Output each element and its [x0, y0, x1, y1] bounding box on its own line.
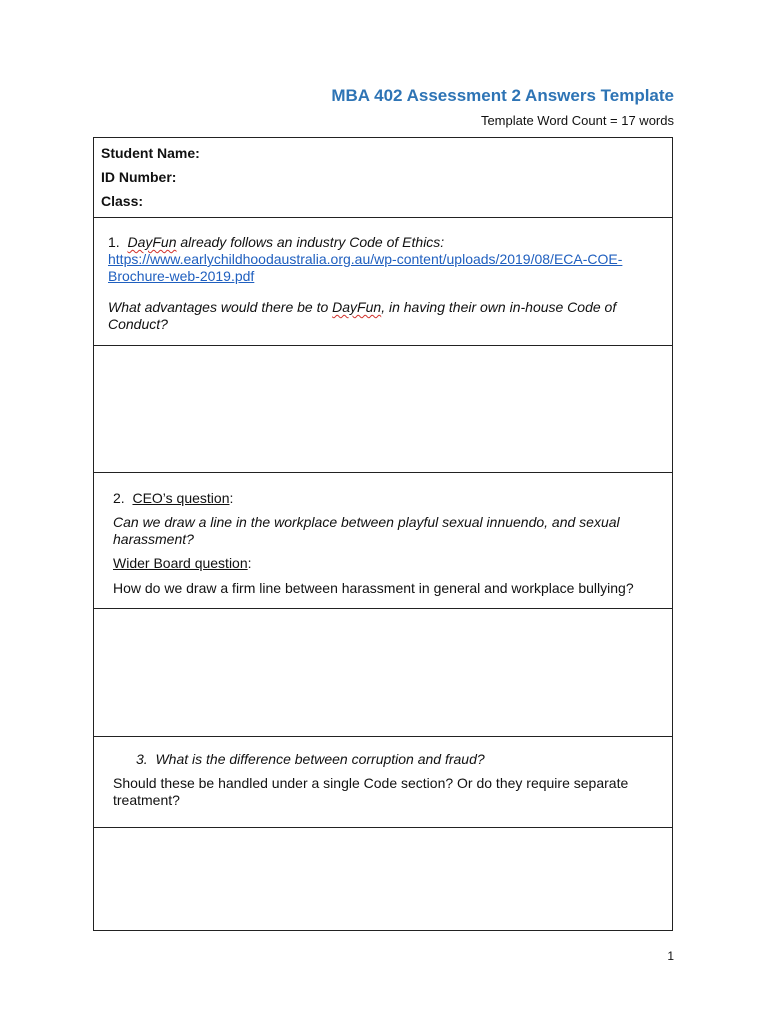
question-3-text: What is the difference between corruption and fraud?	[155, 751, 485, 767]
question-1-cell	[94, 218, 672, 346]
ceo-question-line2: harassment?	[113, 531, 194, 547]
wider-board-heading	[113, 555, 252, 572]
colon: :	[229, 490, 234, 506]
document-title: MBA 402 Assessment 2 Answers Template	[331, 86, 674, 105]
question-3-number: 3.	[136, 751, 148, 767]
student-name-label: Student Name:	[101, 145, 200, 161]
question-1-text-start: What advantages would there be to	[108, 299, 333, 315]
student-info-cell	[94, 138, 672, 218]
question-3-cell	[94, 737, 672, 828]
question-1-text-end: , in having their own in-house Code of	[381, 299, 617, 315]
question-2-number: 2.	[113, 490, 125, 506]
question-3-subtext-line1: Should these be handled under a single Code section? Or do they require separate	[113, 775, 629, 791]
company-name: DayFun	[332, 299, 382, 315]
question-1-text	[108, 299, 616, 316]
ceo-question-label: CEO’s question	[132, 490, 230, 506]
question-3-subtext-line2: treatment?	[113, 792, 180, 808]
question-1-text-line2: Conduct?	[108, 316, 168, 332]
wider-board-question: How do we draw a firm line between harassment in general and workplace bullying?	[113, 580, 634, 596]
code-of-ethics-link-line2[interactable]: Brochure-web-2019.pdf	[108, 268, 255, 284]
answers-table	[93, 137, 673, 931]
ceo-question-heading	[113, 490, 233, 507]
answer-3-cell[interactable]	[94, 828, 672, 930]
question-2-cell	[94, 473, 672, 609]
question-1-intro-text: already follows an industry Code of Ethics:	[176, 234, 445, 250]
template-word-count: Template Word Count = 17 words	[480, 113, 674, 128]
id-number-label: ID Number:	[101, 169, 177, 185]
question-1-intro	[108, 234, 444, 251]
page-number: 1	[667, 949, 674, 963]
company-name: DayFun	[127, 234, 177, 250]
code-of-ethics-link-line1[interactable]: https://www.earlychildhoodaustralia.org.au/wp-content/uploads/2019/08/ECA-COE-	[108, 251, 623, 267]
question-3-heading	[136, 751, 485, 768]
ceo-question-line1: Can we draw a line in the workplace between playful sexual innuendo, and sexual	[113, 514, 620, 530]
wider-board-label: Wider Board question	[113, 555, 248, 571]
question-1-number: 1.	[108, 234, 120, 250]
colon: :	[247, 555, 252, 571]
answer-2-cell[interactable]	[94, 609, 672, 737]
class-label: Class:	[101, 193, 144, 209]
answer-1-cell[interactable]	[94, 346, 672, 473]
